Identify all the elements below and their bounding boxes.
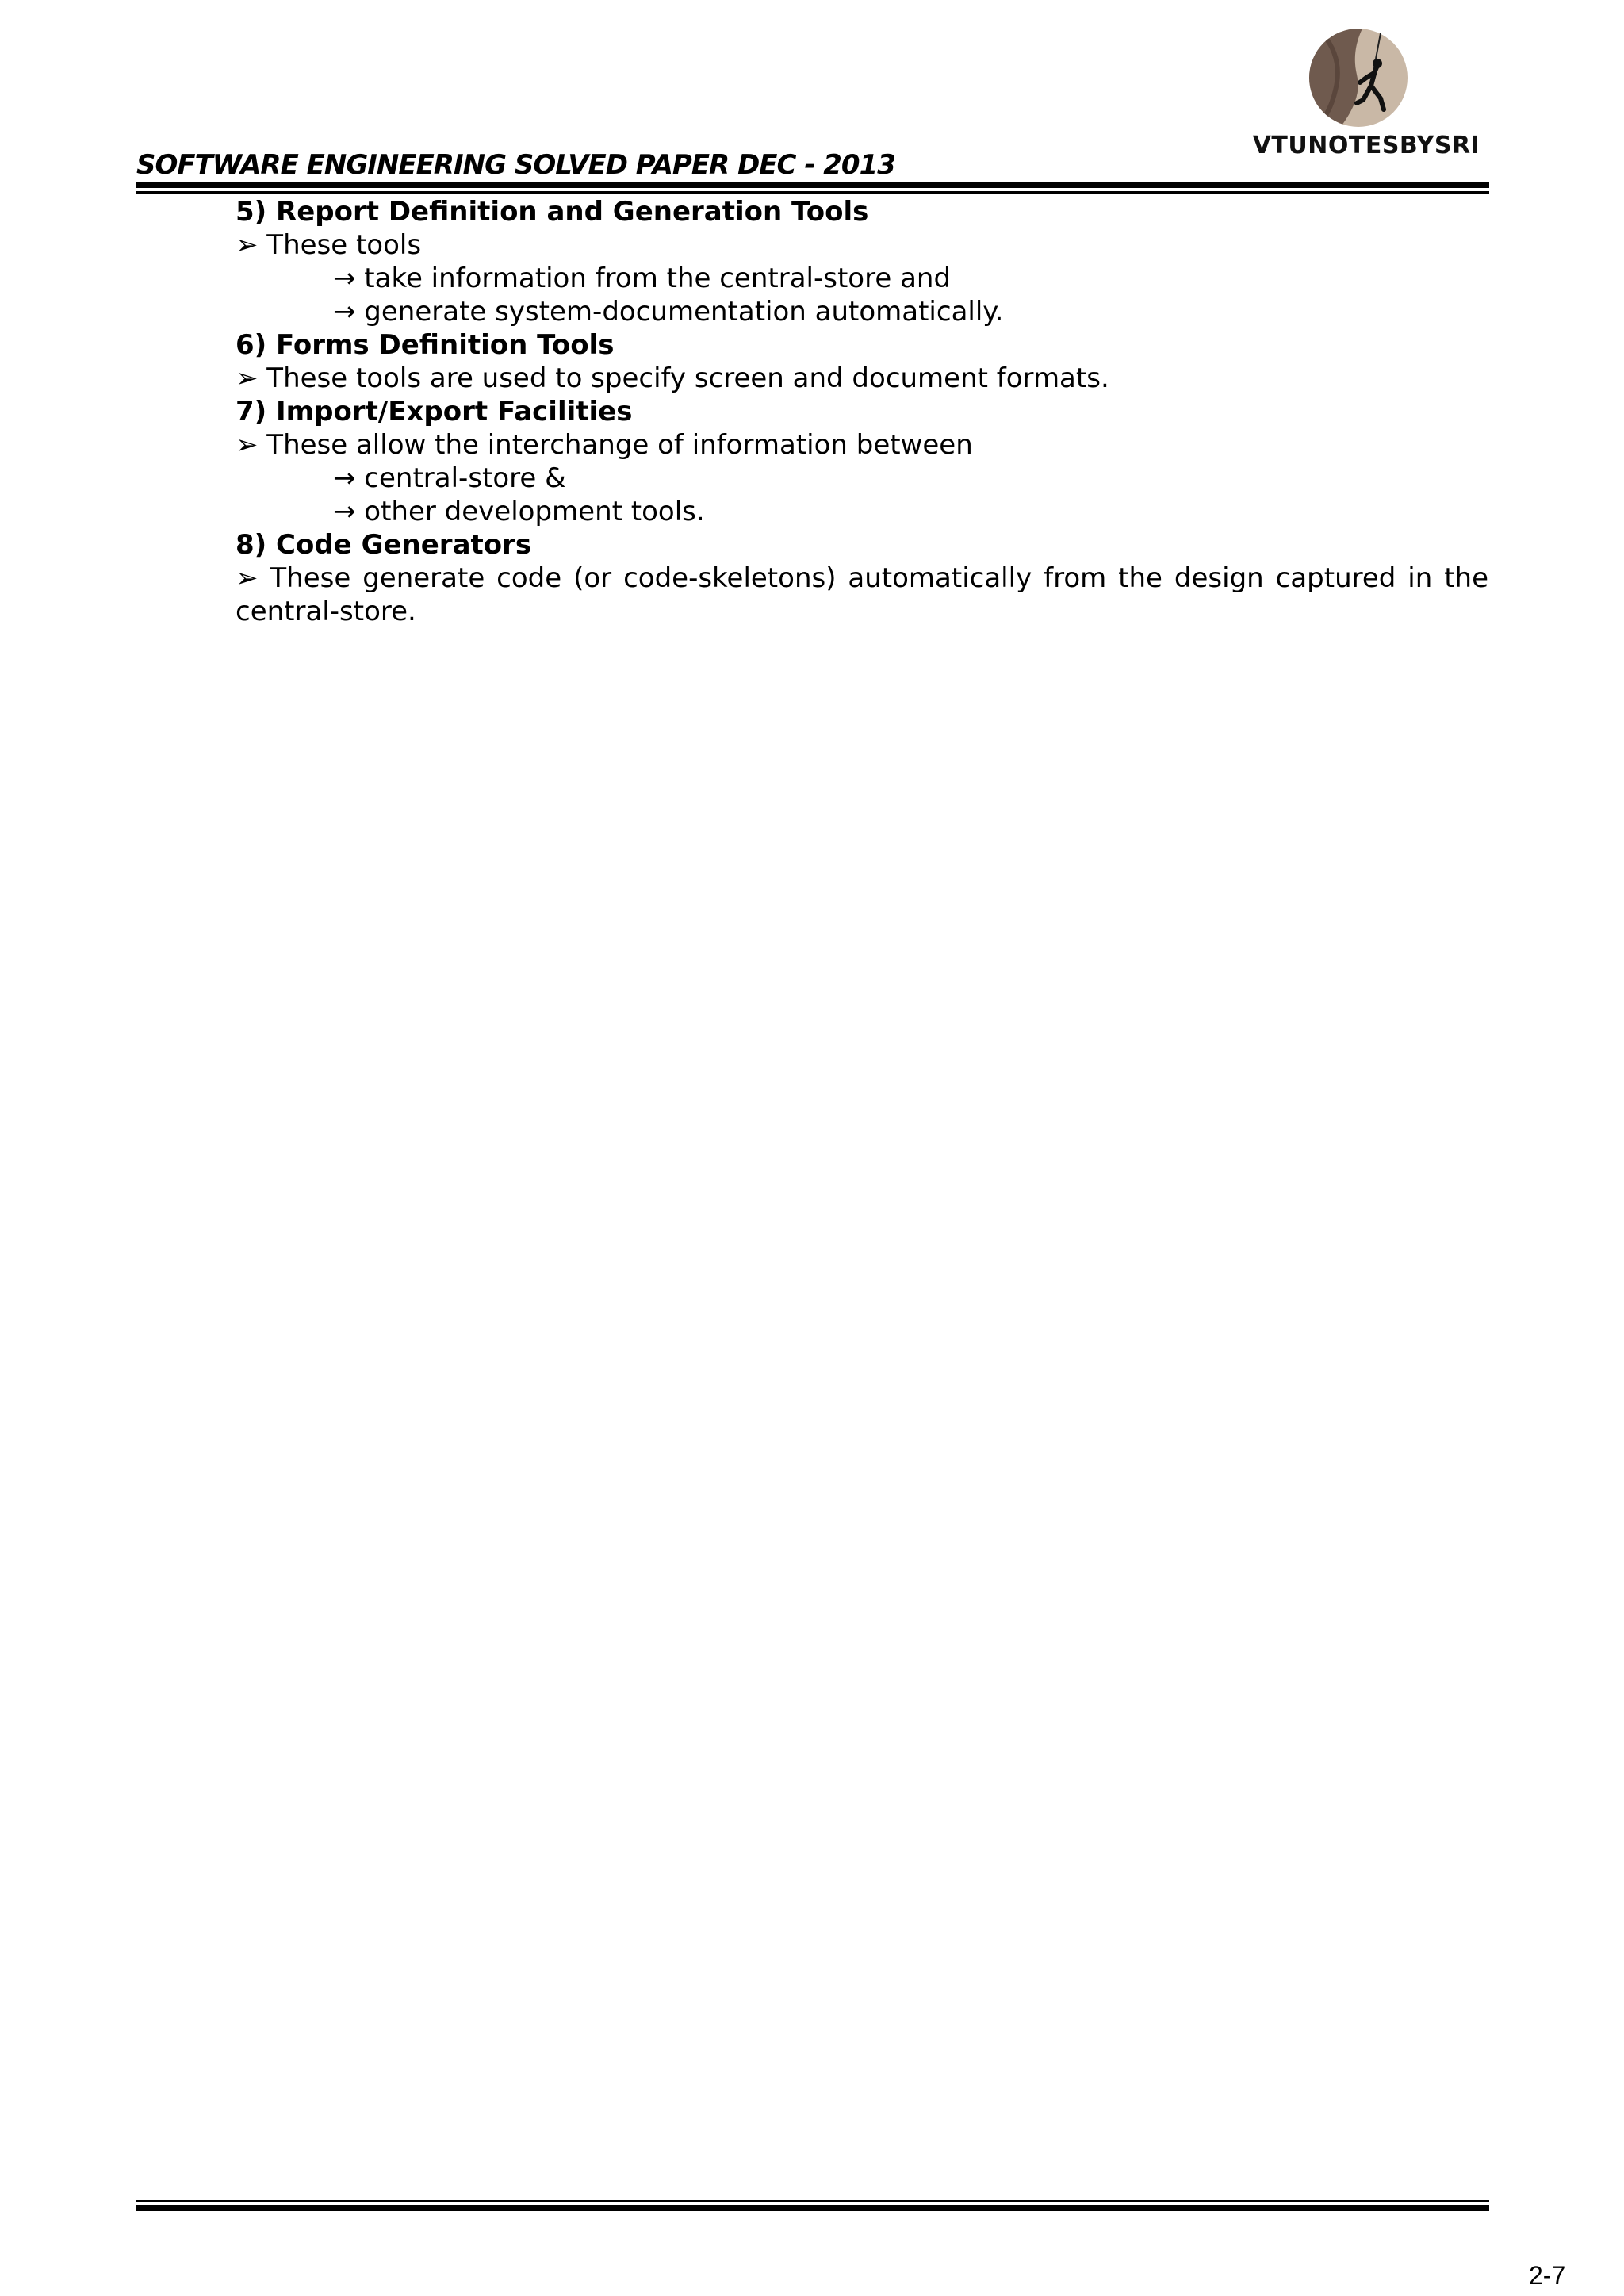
- header-rule-thick: [136, 182, 1489, 188]
- bullet-line: ➢ These allow the interchange of information between: [236, 429, 973, 461]
- climber-logo-icon: [1308, 27, 1409, 128]
- sub-bullet-line: → take information from the central-store and: [333, 263, 952, 294]
- logo: [1241, 24, 1495, 163]
- sub-bullet-line: → central-store &: [333, 462, 566, 494]
- section-heading: 8) Code Generators: [236, 529, 532, 561]
- bullet-line: ➢ These tools are used to specify screen and document formats.: [236, 362, 1109, 394]
- section-heading: 6) Forms Definition Tools: [236, 329, 615, 361]
- header-rule-thin: [136, 191, 1489, 194]
- footer-rule-thin: [136, 2200, 1489, 2202]
- section-heading: 5) Report Definition and Generation Tools: [236, 196, 869, 228]
- logo-text: VTUNOTESBYSRI: [1252, 132, 1480, 159]
- paragraph: ➢ These generate code (or code-skeletons) automatically from the design captured in the central-store.: [236, 562, 1488, 627]
- bullet-line: ➢ These tools: [236, 229, 422, 261]
- document-body: [236, 195, 1488, 628]
- footer-rule-thick: [136, 2205, 1489, 2211]
- page-number: 2-7: [1529, 2261, 1566, 2290]
- sub-bullet-line: → generate system-documentation automatically.: [333, 296, 1004, 328]
- header-title: SOFTWARE ENGINEERING SOLVED PAPER DEC - 2013: [136, 149, 895, 181]
- sub-bullet-line: → other development tools.: [333, 496, 705, 527]
- section-heading: 7) Import/Export Facilities: [236, 396, 633, 427]
